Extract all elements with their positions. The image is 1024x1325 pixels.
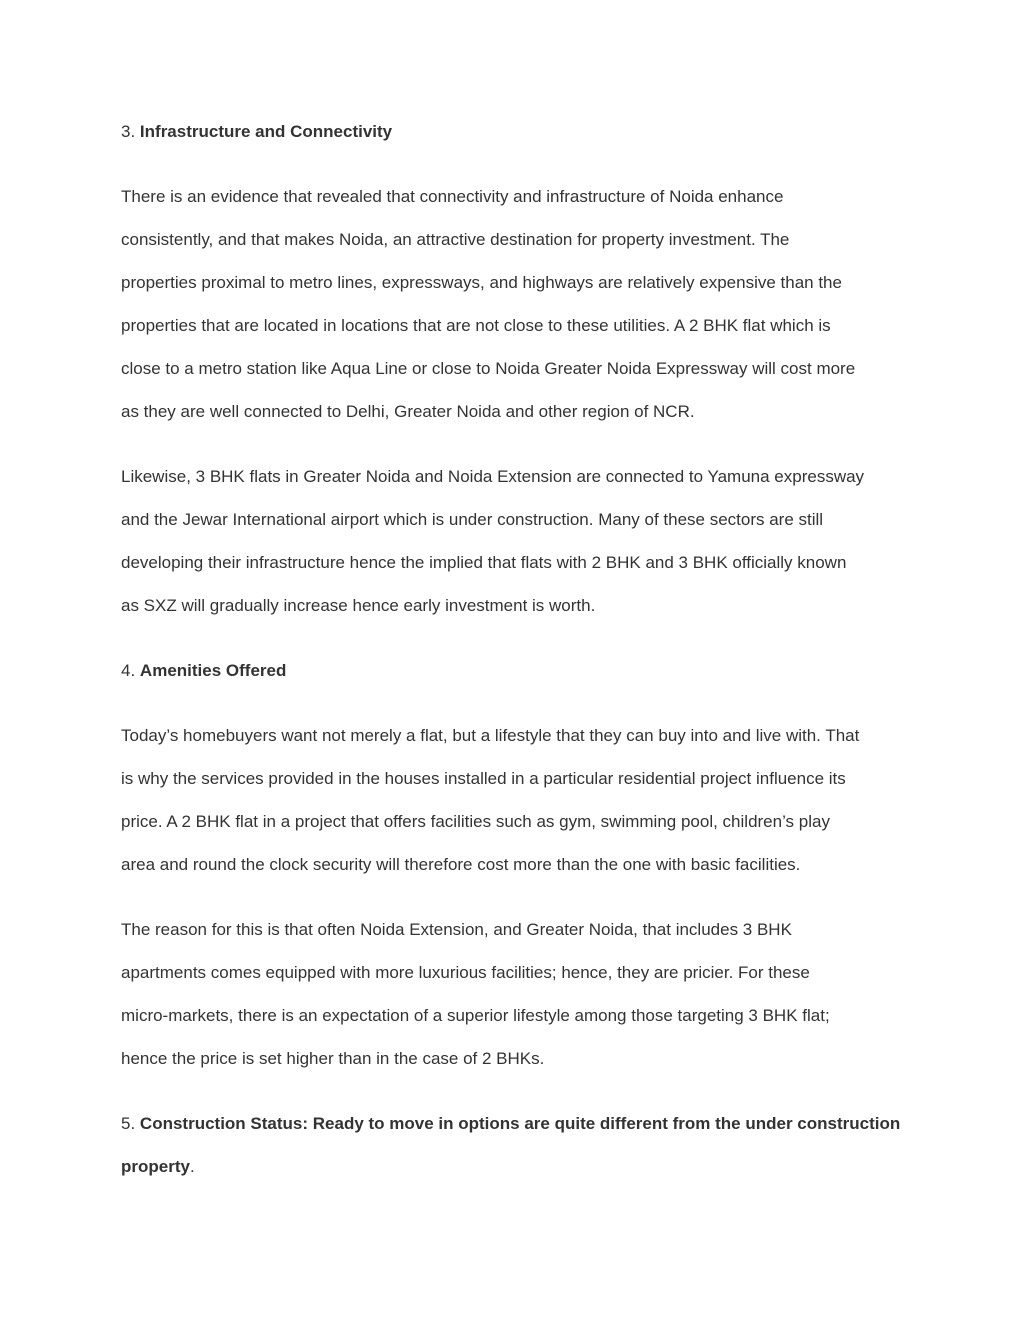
section-number: 5. bbox=[121, 1114, 136, 1133]
paragraph-line: apartments comes equipped with more luxurious facilities; hence, they are pricier. For these bbox=[121, 963, 810, 982]
section-title: Amenities Offered bbox=[139, 661, 287, 680]
paragraph-line: Today’s homebuyers want not merely a flat, but a lifestyle that they can buy into and live with. That bbox=[121, 726, 860, 745]
heading-line bbox=[121, 1145, 911, 1188]
section-number: 4. bbox=[121, 661, 136, 680]
paragraph-line: Likewise, 3 BHK flats in Greater Noida and Noida Extension are connected to Yamuna expressway bbox=[121, 467, 865, 486]
section-title-line-1: Construction Status: Ready to move in options are quite different from the under construction bbox=[139, 1114, 901, 1133]
paragraph-line: close to a metro station like Aqua Line or close to Noida Greater Noida Expressway will cost more bbox=[121, 359, 856, 378]
paragraph-line: properties that are located in locations that are not close to these utilities. A 2 BHK flat which is bbox=[121, 316, 831, 335]
paragraph-line: properties proximal to metro lines, expressways, and highways are relatively expensive than the bbox=[121, 273, 842, 292]
paragraph-line: developing their infrastructure hence the implied that flats with 2 BHK and 3 BHK officially known bbox=[121, 553, 847, 572]
section-number: 3. bbox=[121, 122, 136, 141]
section-heading-infrastructure bbox=[121, 110, 911, 153]
paragraph-line: The reason for this is that often Noida Extension, and Greater Noida, that includes 3 BHK bbox=[121, 920, 792, 939]
paragraph-line: hence the price is set higher than in the case of 2 BHKs. bbox=[121, 1049, 545, 1068]
paragraph-line: There is an evidence that revealed that connectivity and infrastructure of Noida enhance bbox=[121, 187, 784, 206]
heading-tail: . bbox=[189, 1157, 195, 1176]
paragraph-line: as they are well connected to Delhi, Greater Noida and other region of NCR. bbox=[121, 402, 695, 421]
section-heading-construction-status bbox=[121, 1102, 911, 1188]
section-title: Infrastructure and Connectivity bbox=[139, 122, 393, 141]
paragraph-line: as SXZ will gradually increase hence early investment is worth. bbox=[121, 596, 596, 615]
paragraph-line: and the Jewar International airport which is under construction. Many of these sectors are still bbox=[121, 510, 824, 529]
paragraph bbox=[121, 908, 911, 1080]
document-page bbox=[121, 110, 911, 1210]
paragraph-line: is why the services provided in the houses installed in a particular residential project influence its bbox=[121, 769, 846, 788]
paragraph-line: micro-markets, there is an expectation of a superior lifestyle among those targeting 3 BHK flat; bbox=[121, 1006, 830, 1025]
paragraph bbox=[121, 455, 911, 627]
heading-line bbox=[121, 1102, 911, 1145]
section-title-line-2: property bbox=[121, 1157, 190, 1176]
paragraph-line: price. A 2 BHK flat in a project that offers facilities such as gym, swimming pool, children’s play bbox=[121, 812, 830, 831]
paragraph bbox=[121, 714, 911, 886]
paragraph-line: area and round the clock security will therefore cost more than the one with basic facilities. bbox=[121, 855, 801, 874]
paragraph-line: consistently, and that makes Noida, an attractive destination for property investment. The bbox=[121, 230, 790, 249]
section-heading-amenities bbox=[121, 649, 911, 692]
paragraph bbox=[121, 175, 911, 433]
